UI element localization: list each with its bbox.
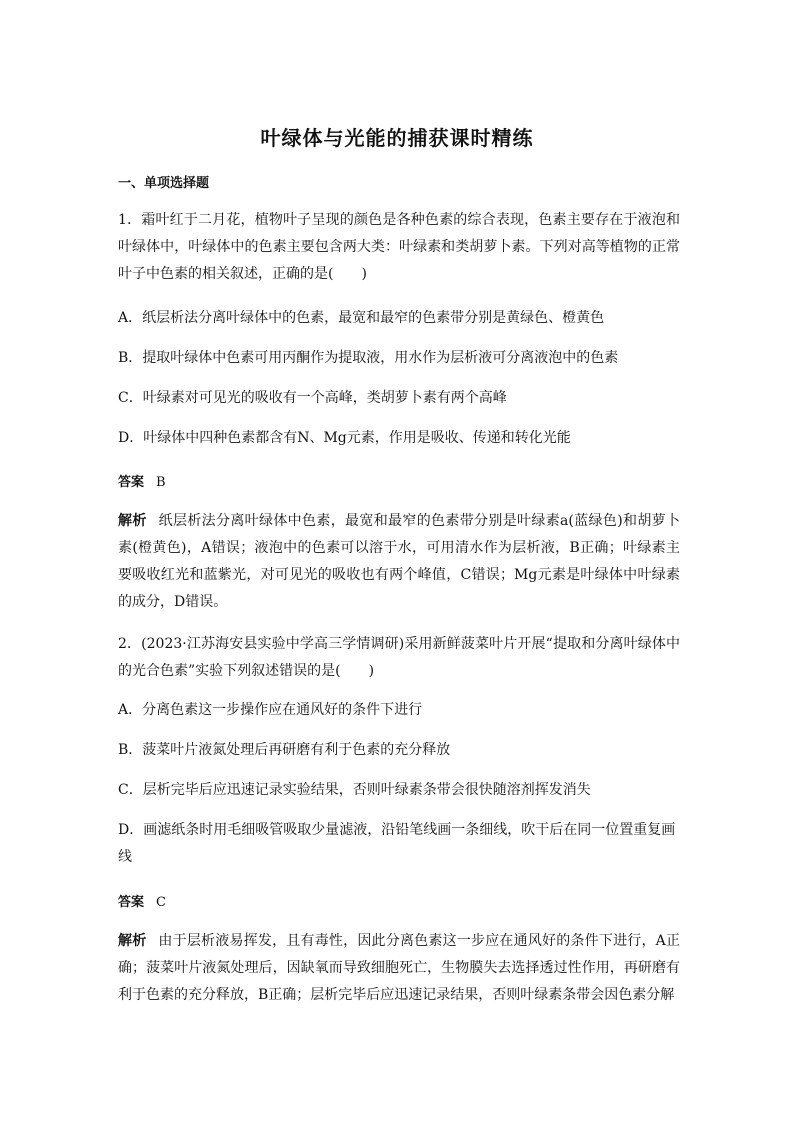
question-1-option-b: B．提取叶绿体中色素可用丙酮作为提取液，用水作为层析液可分离液泡中的色素 — [118, 350, 619, 366]
analysis-label: 解析 — [118, 513, 147, 529]
answer-label: 答案 — [118, 475, 145, 490]
question-2-stem: 2．(2023·江苏海安县实验中学高三学情调研)采用新鲜菠菜叶片开展“提取和分离叶绿体中的光合色素”实验下列叙述错误的是( ) — [118, 636, 680, 679]
question-2-option-b: B．菠菜叶片液氮处理后再研磨有利于色素的充分释放 — [118, 742, 451, 758]
section-heading: 一、单项选择题 — [118, 176, 210, 191]
question-1-option-d: D．叶绿体中四种色素都含有N、Mg元素，作用是吸收、传递和转化光能 — [118, 430, 571, 446]
analysis-text: 纸层析法分离叶绿体中色素，最宽和最窄的色素带分别是叶绿素a(蓝绿色)和胡萝卜素(橙黄色)，A错误；液泡中的色素可以溶于水，可用清水作为层析液，B正确；叶绿素主要吸收红光和蓝紫光，对可见光的吸收也有两个峰值，C错误；Mg元素是叶绿体中叶绿素的成分，D错误。 — [118, 513, 680, 610]
question-1-option-a: A．纸层析法分离叶绿体中的色素，最宽和最窄的色素带分别是黄绿色、橙黄色 — [118, 310, 605, 326]
question-2-option-a: A．分离色素这一步操作应在通风好的条件下进行 — [118, 702, 423, 718]
analysis-label: 解析 — [118, 933, 147, 949]
answer-value: B — [156, 475, 166, 490]
question-2-option-c: C．层析完毕后应迅速记录实验结果，否则叶绿素条带会很快随溶剂挥发消失 — [118, 782, 591, 798]
question-1-analysis — [118, 508, 680, 616]
answer-value: C — [156, 895, 166, 910]
answer-label: 答案 — [118, 895, 145, 910]
page-title: 叶绿体与光能的捕获课时精练 — [260, 126, 534, 150]
question-1-answer — [118, 471, 166, 490]
question-2-analysis — [118, 928, 680, 1009]
question-1-stem: 1．霜叶红于二月花，植物叶子呈现的颜色是各种色素的综合表现，色素主要存在于液泡和叶绿体中，叶绿体中的色素主要包含两大类：叶绿素和类胡萝卜素。下列对高等植物的正常叶子中色素的相关叙述，正确的是( ) — [118, 212, 680, 282]
question-2-answer — [118, 891, 166, 910]
analysis-text: 由于层析液易挥发，且有毒性，因此分离色素这一步应在通风好的条件下进行，A正确；菠菜叶片液氮处理后，因缺氧而导致细胞死亡，生物膜失去选择透过性作用，再研磨有利于色素的充分释放，B正确；层析完毕后应迅速记录结果，否则叶绿素条带会因色素分解 — [118, 933, 681, 1003]
question-2-option-d: D．画滤纸条时用毛细吸管吸取少量滤液，沿铅笔线画一条细线，吹干后在同一位置重复画线 — [118, 822, 676, 865]
question-1-option-c: C．叶绿素对可见光的吸收有一个高峰，类胡萝卜素有两个高峰 — [118, 390, 507, 406]
